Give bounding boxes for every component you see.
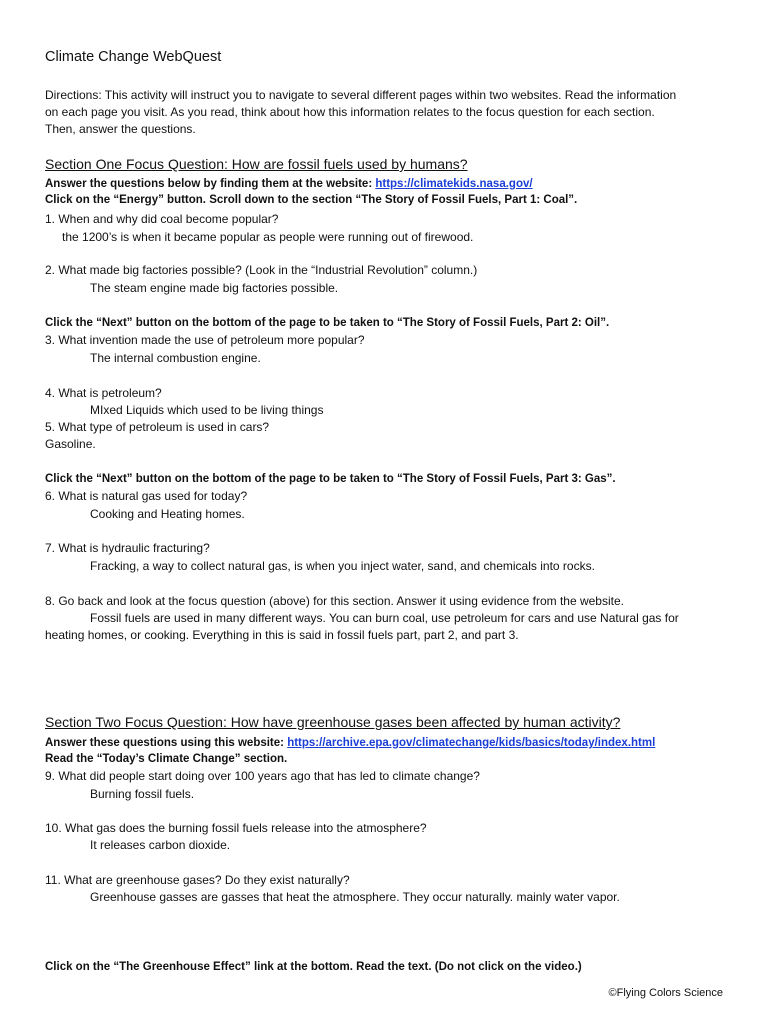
question-8: 8. Go back and look at the focus question (above) for this section. Answer it using evidence from the website.	[45, 594, 624, 608]
answer-9: Burning fossil fuels.	[90, 787, 195, 801]
directions-line-3: Then, answer the questions.	[45, 122, 196, 136]
section-two-heading: Section Two Focus Question: How have greenhouse gases been affected by human activity?	[45, 714, 621, 730]
answer-2: The steam engine made big factories possible.	[90, 281, 339, 295]
page-title: Climate Change WebQuest	[45, 49, 222, 65]
question-2: 2. What made big factories possible? (Look in the “Industrial Revolution” column.)	[45, 263, 478, 277]
question-10: 10. What gas does the burning fossil fuels release into the atmosphere?	[45, 821, 427, 835]
section-one-energy-instruction: Click on the “Energy” button. Scroll down to the section “The Story of Fossil Fuels, Part 1: Coal”.	[45, 194, 578, 206]
epa-link[interactable]: https://archive.epa.gov/climatechange/kids/basics/today/index.html	[287, 737, 656, 749]
answer-4: MIxed Liquids which used to be living things	[90, 403, 324, 417]
answer-10: It releases carbon dioxide.	[90, 838, 231, 852]
question-1: 1. When and why did coal become popular?	[45, 212, 279, 226]
question-6: 6. What is natural gas used for today?	[45, 489, 248, 503]
answer-11: Greenhouse gasses are gasses that heat the atmosphere. They occur naturally. mainly water vapor.	[90, 890, 620, 904]
section-two-read-instruction: Read the “Today’s Climate Change” section.	[45, 753, 288, 765]
answer-7: Fracking, a way to collect natural gas, is when you inject water, sand, and chemicals into rocks.	[90, 559, 595, 573]
question-4: 4. What is petroleum?	[45, 386, 162, 400]
question-9: 9. What did people start doing over 100 years ago that has led to climate change?	[45, 769, 480, 783]
answer-8-line-2: heating homes, or cooking. Everything in this is said in fossil fuels part, part 2, and part 3.	[45, 628, 519, 642]
climatekids-link[interactable]: https://climatekids.nasa.gov/	[375, 178, 533, 190]
section-one-heading: Section One Focus Question: How are fossil fuels used by humans?	[45, 156, 468, 172]
section-two-greenhouse-instruction: Click on the “The Greenhouse Effect” link at the bottom. Read the text. (Do not click on the video.)	[45, 961, 582, 973]
section-two-instructions	[45, 736, 655, 751]
section-one-instructions-text: Answer the questions below by finding them at the website:	[45, 178, 376, 190]
section-two-instructions-text: Answer these questions using this website:	[45, 737, 288, 749]
section-one-instructions	[45, 177, 533, 192]
copyright-footer: ©Flying Colors Science	[608, 987, 723, 999]
answer-1: the 1200’s is when it became popular as people were running out of firewood.	[62, 230, 474, 244]
directions-line-2: on each page you visit. As you read, think about how this information relates to the focus question for each section.	[45, 105, 655, 119]
question-11: 11. What are greenhouse gases? Do they exist naturally?	[45, 873, 350, 887]
answer-8-line-1: Fossil fuels are used in many different ways. You can burn coal, use petroleum for cars and use Natural gas for	[90, 611, 679, 625]
answer-3: The internal combustion engine.	[90, 351, 261, 365]
section-one-oil-instruction: Click the “Next” button on the bottom of the page to be taken to “The Story of Fossil Fuels, Part 2: Oil”.	[45, 317, 610, 329]
answer-5: Gasoline.	[45, 437, 96, 451]
question-7: 7. What is hydraulic fracturing?	[45, 541, 210, 555]
answer-6: Cooking and Heating homes.	[90, 507, 245, 521]
section-one-gas-instruction: Click the “Next” button on the bottom of the page to be taken to “The Story of Fossil Fuels, Part 3: Gas”.	[45, 473, 616, 485]
question-3: 3. What invention made the use of petroleum more popular?	[45, 333, 365, 347]
directions-line-1: Directions: This activity will instruct you to navigate to several different pages within two websites. Read the information	[45, 88, 677, 102]
question-5: 5. What type of petroleum is used in cars?	[45, 420, 270, 434]
